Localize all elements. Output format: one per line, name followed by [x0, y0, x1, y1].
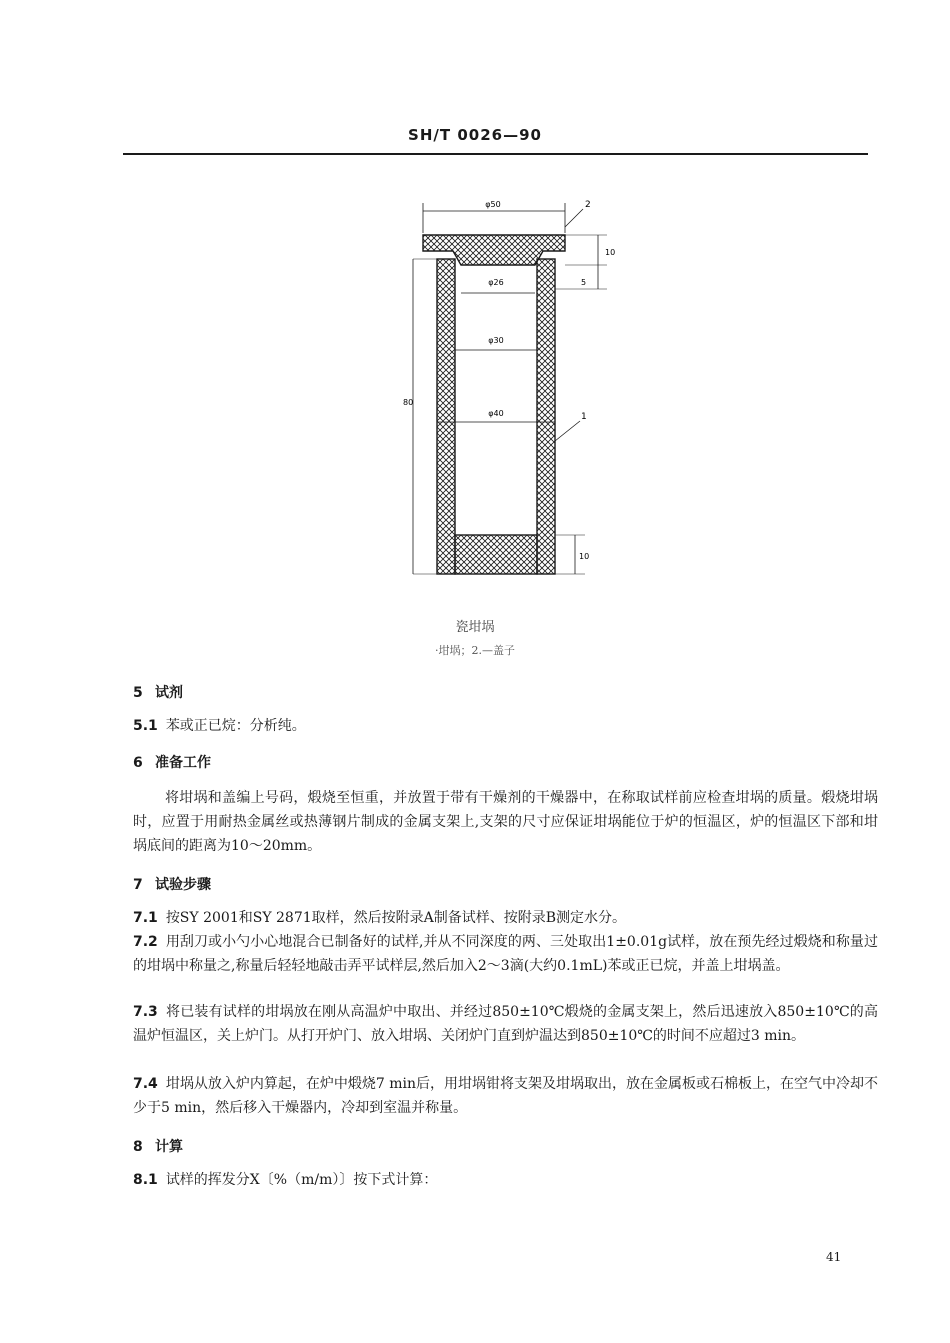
clause-text: 按SY 2001和SY 2871取样，然后按附录A制备试样、按附录B测定水分。 [165, 910, 627, 926]
clause-7-4 [133, 1072, 878, 1120]
clause-text: 将已装有试样的坩埚放在刚从高温炉中取出、并经过850±10℃煅烧的金属支架上，然后迅速放入850±10℃的高温炉恒温区，关上炉门。从打开炉门、放入坩埚、关闭炉门直到炉温达到850±10℃的时间不应超过3 min。 [133, 1004, 878, 1044]
dim-phi40: φ40 [488, 409, 504, 418]
clause-number: 7.4 [133, 1076, 158, 1092]
section-6-heading [133, 752, 211, 772]
label-crucible-number: 1 [581, 412, 587, 422]
clause-number: 7.2 [133, 934, 158, 950]
clause-5-1 [133, 714, 878, 738]
crucible-left-wall [437, 259, 455, 574]
clause-text: 用刮刀或小勺小心地混合已制备好的试样,并从不同深度的两、三处取出1±0.01g试样，放在预先经过煅烧和称量过的坩埚中称量之,称量后轻轻地敲击弄平试样层,然后加入2～3滴(大约0.1mL)苯或正已烷，并盖上坩埚盖。 [133, 934, 878, 974]
section-number: 7 [133, 877, 143, 893]
section-7-heading [133, 874, 211, 894]
crucible-bottom [455, 535, 537, 574]
section-title: 试剂 [155, 685, 183, 701]
section-8-heading [133, 1136, 183, 1156]
section-title: 准备工作 [155, 755, 211, 771]
document-code: SH/T 0026—90 [408, 126, 542, 144]
clause-number: 7.1 [133, 910, 158, 926]
dim-bottom: 10 [579, 552, 590, 561]
clause-7-1 [133, 906, 878, 930]
figure-legend: ·坩埚；2.—盖子 [435, 644, 515, 657]
dim-height: 80 [403, 398, 414, 407]
clause-8-1 [133, 1168, 878, 1192]
section-title: 计算 [155, 1139, 183, 1155]
section-title: 试验步骤 [155, 877, 211, 893]
dim-phi30: φ30 [488, 336, 504, 345]
clause-text: 试样的挥发分X〔%（m/m）〕按下式计算： [165, 1172, 438, 1188]
section-number: 8 [133, 1139, 143, 1155]
section-number: 6 [133, 755, 143, 771]
section-5-heading [133, 682, 183, 702]
section-number: 5 [133, 685, 143, 701]
crucible-right-wall [537, 259, 555, 574]
clause-text: 坩埚从放入炉内算起，在炉中煅烧7 min后，用坩埚钳将支架及坩埚取出，放在金属板或石棉板上，在空气中冷却不少于5 min，然后移入干燥器内，冷却到室温并称量。 [133, 1076, 878, 1116]
page-number: 41 [826, 1250, 842, 1264]
dim-lid-height: 10 [605, 248, 615, 257]
clause-number: 7.3 [133, 1004, 158, 1020]
label-lid-number: 2 [585, 200, 591, 210]
clause-text: 苯或正已烷：分析纯。 [165, 718, 306, 734]
section-6-paragraph: 将坩埚和盖编上号码，煅烧至恒重，并放置于带有干燥剂的干燥器中，在称取试样前应检查坩埚的质量。煅烧坩埚时，应置于用耐热金属丝或热薄钢片制成的金属支架上,支架的尺寸应保证坩埚能位于炉的恒温区，炉的恒温区下部和坩埚底间的距离为10～20mm。 [133, 790, 878, 854]
dim-phi50: φ50 [485, 200, 501, 209]
crucible-figure [395, 193, 615, 583]
clause-number: 8.1 [133, 1172, 158, 1188]
figure-title: 瓷坩埚 [455, 620, 495, 635]
header-rule [123, 153, 868, 155]
clause-7-3 [133, 1000, 878, 1048]
clause-number: 5.1 [133, 718, 158, 734]
dim-phi26: φ26 [488, 278, 504, 287]
clause-7-2 [133, 930, 878, 978]
dim-lid-step: 5 [581, 278, 587, 287]
